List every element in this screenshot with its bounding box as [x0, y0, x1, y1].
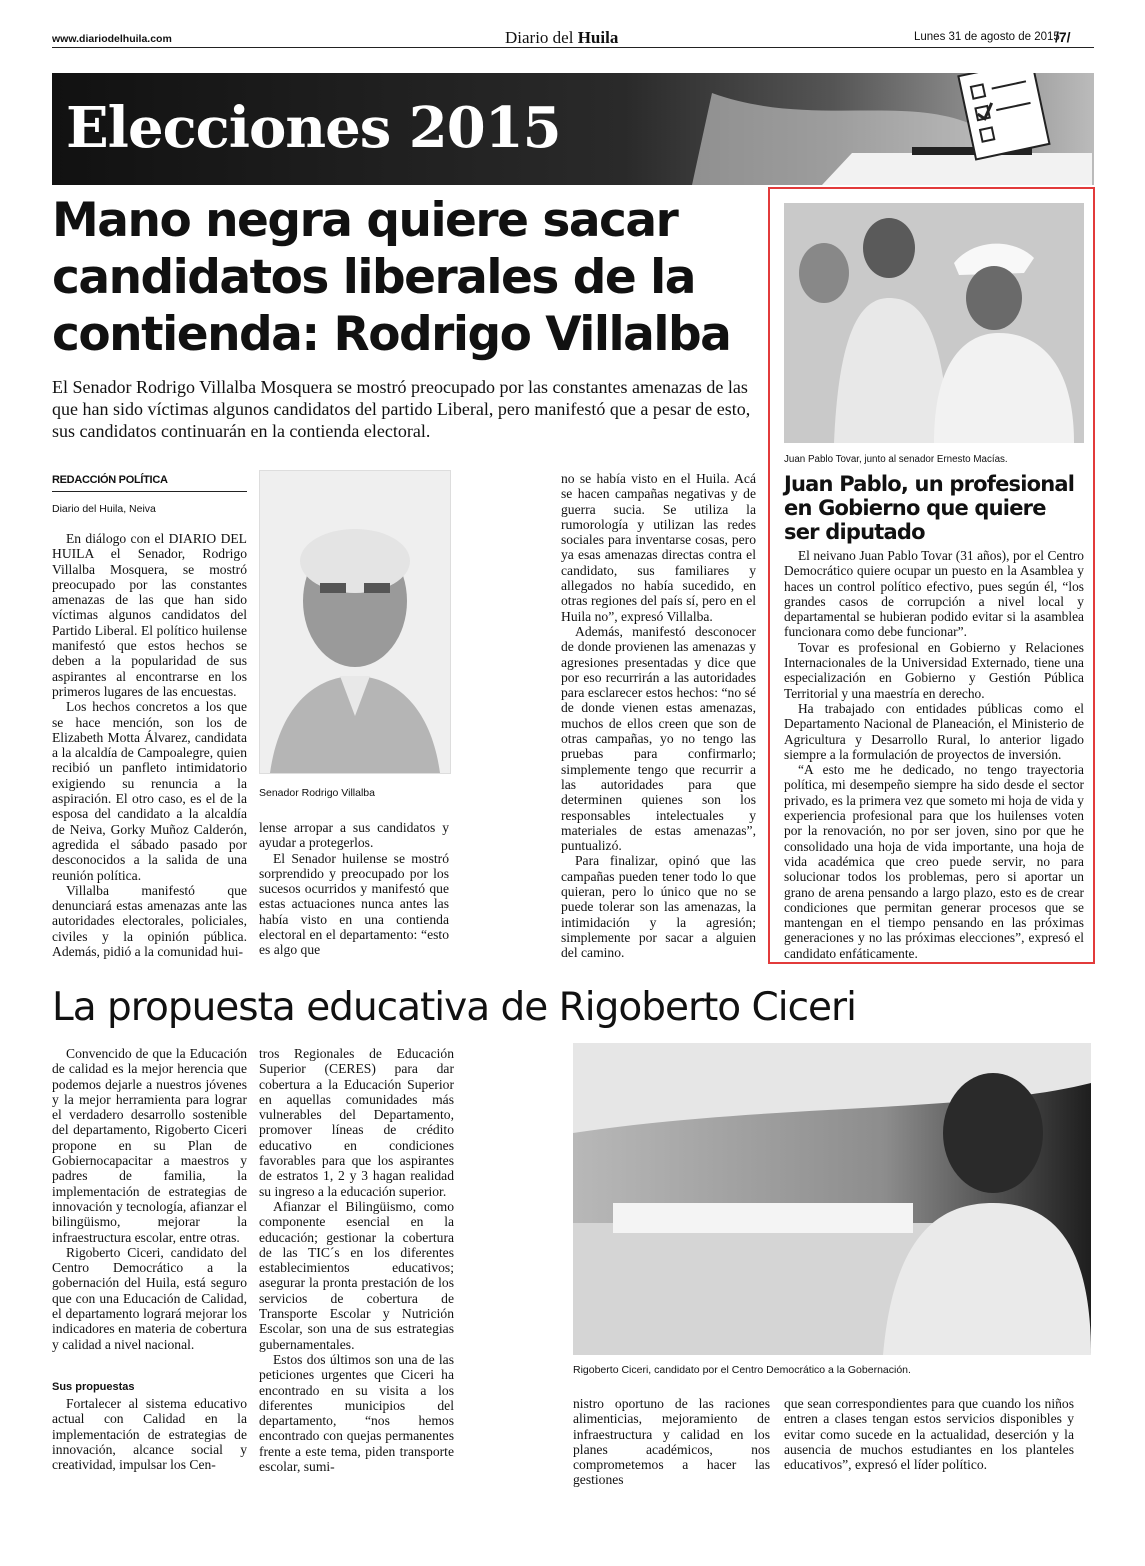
header-rule: [52, 47, 1094, 48]
paragraph: Afianzar el Bilingüismo, como componente esencial en la educación; gestionar la cobertura de las TIC´s en los diferentes establecimientos educativos; asegurar la pronta prestación de los servicios de cobertura de Transporte Escolar y Nutrición Escolar, son una de sus estrategias gubernamentales.: [259, 1198, 454, 1352]
sidebar-box: [768, 187, 1095, 964]
article1-lead: El Senador Rodrigo Villalba Mosquera se mostró preocupado por las constantes amenazas de las que han sido víctimas algunos candidatos del partido Liberal, pero manifestó que a pesar de esto, sus candidatos continuarán en la contienda electoral.: [52, 377, 751, 441]
paragraph: Villalba manifestó que denunciará estas amenazas ante las autoridades electorales, policiales, civiles y la opinión pública. Además, pidió a la comunidad hui-: [52, 882, 247, 960]
masthead-prefix: Diario del: [505, 28, 578, 47]
paragraph: Ha trabajado con entidades públicas como el Departamento Nacional de Planeación, el Ministerio de Agricultura y Desarrollo Rural, lo anterior ligado siempre a la formulación de proyectos de inversión.: [784, 700, 1084, 762]
masthead-name: Huila: [577, 28, 619, 47]
paragraph: Estos dos últimos son una de las peticiones urgentes que Ciceri ha encontrado en su visita a los diferentes municipios del departamento, “nos hemos encontrado con quejas permanentes frente a este tema, piden transporte escolar, sumi-: [259, 1351, 454, 1475]
page-number: /7/: [1055, 29, 1071, 45]
paragraph: lense arropar a sus candidatos y ayudar a protegerlos.: [259, 820, 449, 851]
paragraph: no se había visto en el Huila. Acá se hacen campañas negativas y de guerra sucia. Se utiliza la rumorología y utilizan las redes sociales para inventarse cosas, pero ya esas amenazas directas contra el candidato, sus familiares y allegados no había sucedido, en otras regiones del país sí, pero en el Huila no”, expresó Villalba.: [561, 471, 756, 624]
paragraph: que sean correspondientes para que cuando los niños entren a clases tengan estos servicios disponibles y evitar como sucede en la actualidad, deserción y la ausencia de muchos estudiantes en los planteles educativos”, expresó el líder político.: [784, 1396, 1074, 1473]
issue-date: Lunes 31 de agosto de 2015: [914, 31, 1060, 43]
section-banner: [52, 73, 1094, 185]
article1-headline: Mano negra quiere sacar candidatos liberales de la contienda: Rodrigo Villalba: [52, 193, 731, 362]
villalba-photo-caption: Senador Rodrigo Villalba: [259, 787, 375, 799]
article2-column-2: [259, 1046, 454, 1474]
villalba-photo: [259, 470, 451, 774]
article1-column-2: [259, 820, 449, 958]
paragraph: Los hechos concretos a los que se hace mención, son los de Elizabeth Motta Álvarez, candidata a la alcaldía de Campoalegre, quien recibió un panfleto intimidatorio exigiendo su renuncia a la aspiración. El otro caso, es el de la esposa del candidato a la alcaldía de Neiva, Gorky Muñoz Calderón, agredida el sábado pasado por desconocidos a la salida de una reunión política.: [52, 699, 247, 883]
tovar-photo-caption: Juan Pablo Tovar, junto al senador Ernesto Macías.: [784, 454, 1008, 465]
sidebar-body: [784, 548, 1084, 961]
ciceri-photo: [573, 1043, 1091, 1355]
article2-headline: La propuesta educativa de Rigoberto Ciceri: [52, 985, 856, 1030]
tovar-photo: [784, 203, 1084, 443]
article2-column-4: [784, 1396, 1074, 1472]
paragraph: Tovar es profesional en Gobierno y Relaciones Internacionales de la Universidad Externado, tiene una especialización en Gobierno y Gestión Pública Territorial y una maestría en derecho.: [784, 639, 1084, 701]
paragraph: nistro oportuno de las raciones alimenticias, mejoramiento de infraestructura y calidad en los planes académicos, nos comprometemos a hacer las gestiones: [573, 1396, 770, 1488]
masthead: [505, 28, 618, 48]
paragraph: El Senador huilense se mostró sorprendido y preocupado por los sucesos ocurridos y manifestó que estas actuaciones nunca antes las había visto en una contienda electoral en el departamento: “esto es algo que: [259, 850, 449, 958]
website-url[interactable]: www.diariodelhuila.com: [52, 33, 172, 45]
paragraph: Convencido de que la Educación de calidad es la mejor herencia que podemos dejarle a nuestros jóvenes y la mejor herramienta para lograr el verdadero desarrollo sostenible del departamento, Rigoberto Ciceri propone en su Plan de Gobiernocapacitar a maestros y padres de familia, la implementación de estrategias de innovación y tecnología, afianzar el bilingüismo, mejorar la infraestructura escolar, entre otras.: [52, 1046, 247, 1245]
ciceri-photo-image: [573, 1043, 1091, 1355]
paragraph: Rigoberto Ciceri, candidato del Centro Democrático a la gobernación del Huila, está seguro que con una Educación de Calidad, el departamento logrará mejorar los indicadores en materia de cobertura y calidad a nivel nacional.: [52, 1244, 247, 1352]
sidebar-headline: Juan Pablo, un profesional en Gobierno que quiere ser diputado: [784, 472, 1075, 544]
paragraph: Además, manifestó desconocer de donde provienen las amenazas y agresiones presentadas y dice que por eso recurrirán a las autoridades para esclarecer estos hechos: “no sé de donde vienen estas amenazas, muchos de ellos creen que son de otras campañas, yo no tengo las pruebas para confirmarlo; simplemente tengo que recurrir a las autoridades para que determinen quienes son los responsables intelectuales y materiales de estas amenazas”, puntualizó.: [561, 623, 756, 854]
paragraph: tros Regionales de Educación Superior (CERES) para dar cobertura a la Educación Superior en aquellas comunidades más vulnerables del Departamento, promover líneas de crédito educativo en condiciones favorables para que los aspirantes de estratos 1, 2 y 3 hagan realidad su ingreso a la educación superior.: [259, 1046, 454, 1199]
ciceri-photo-caption: Rigoberto Ciceri, candidato por el Centro Democrático a la Gobernación.: [573, 1364, 911, 1376]
paragraph: El neivano Juan Pablo Tovar (31 años), por el Centro Democrático quiere ocupar un puesto en la Asamblea y haces un control político efectivo, pues según él, “los grandes casos de corrupción a nivel local y departamental se hubieran podido evitar si la asamblea funcionara como debe funcionar”.: [784, 548, 1084, 640]
paragraph: En diálogo con el DIARIO DEL HUILA el Senador, Rodrigo Villalba Mosquera, se mostró preocupado por las constantes amenazas de las que han sido víctimas algunos candidatos del Partido Liberal. El político huilense manifestó que estos hechos se deben a la popularidad de sus aspirantes al encontrarse en los primeros lugares de las encuestas.: [52, 531, 247, 699]
paragraph: Para finalizar, opinó que las campañas pueden tener todo lo que quieran, pero lo único que no se puede tolerar son las amenazas, la intimidación y la agresión; simplemente por sacar a alguien del camino.: [561, 853, 756, 961]
paragraph: “A esto me he dedicado, no tengo trayectoria política, mi desempeño siempre ha sido desde el sector privado, es la primera vez que someto mi hoja de vida y experiencia profesional para que los huilenses voten por la renovación, no por ser joven, sino por que he consolidado una hoja de vida importante, una hoja de vida académica que creo puede servir, no para solucionar todos los problemas, pero si aportar un grano de arena pensando a largo plazo, esto es de crear condiciones que permitan generar procesos que se mantengan en el tiempo pensando en las próximas generaciones y no las próximas elecciones”, expresó el candidato enfáticamente.: [784, 762, 1084, 961]
article2-subhead: Sus propuestas: [52, 1381, 135, 1393]
byline-rule: [52, 491, 247, 492]
byline: REDACCIÓN POLÍTICA: [52, 474, 168, 486]
article2-column-1: [52, 1046, 247, 1352]
article2-column-3: [573, 1396, 770, 1488]
article2-column-1b: [52, 1396, 247, 1472]
section-title: Elecciones 2015: [66, 95, 561, 161]
paragraph: Fortalecer al sistema educativo actual con Calidad en la implementación de estrategias de innovación, alcance social y creatividad, impulsar los Cen-: [52, 1396, 247, 1473]
dateline: Diario del Huila, Neiva: [52, 503, 156, 515]
ballot-box-icon: [672, 73, 1094, 185]
portrait-image: [260, 471, 450, 773]
article1-column-3: [561, 471, 756, 961]
tovar-photo-image: [784, 203, 1084, 443]
article1-column-1: [52, 531, 247, 959]
